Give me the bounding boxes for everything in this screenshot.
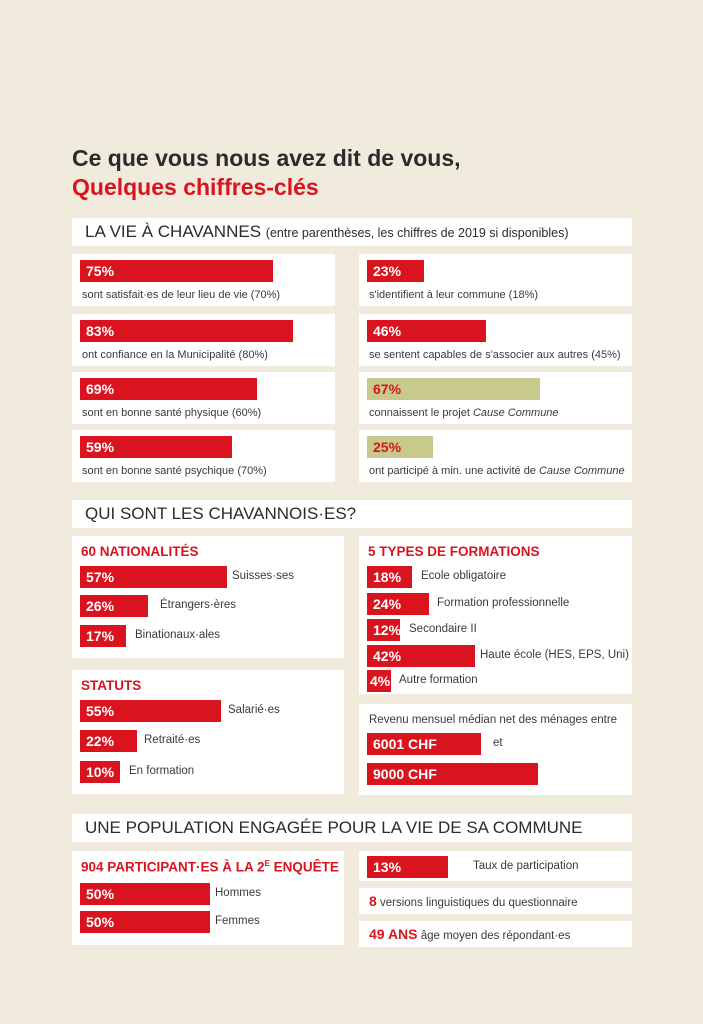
revenu-card [359,704,632,795]
stat-label: Autre formation [399,674,478,686]
participation-card [359,851,632,881]
section-subheading: (entre parenthèses, les chiffres de 2019 si disponibles) [265,226,569,240]
age-line: 49 ANS âge moyen des répondant·es [369,926,571,942]
stat-label: Étrangers·ères [160,599,237,611]
card-title: 5 TYPES DE FORMATIONS [368,544,540,559]
stat-bar: 50% [80,883,210,905]
stat-label: Formation professionnelle [437,597,570,609]
card-title: 904 PARTICIPANT·ES À LA $2^E$ ENQUÊTE [81,859,339,875]
stat-label: Hommes [215,887,262,899]
versions-line: 8 versions linguistiques du questionnaire [369,893,578,909]
stat-caption: sont en bonne santé psychique (70%) [82,465,267,477]
stat-caption: s'identifient à leur commune (18%) [369,289,539,301]
section-header-vie [72,218,632,246]
stat-card [72,372,335,424]
statuts-card [72,670,344,794]
stat-caption: ont confiance en la Municipalité (80%) [82,349,268,361]
stat-bar: 42% [367,645,475,667]
stat-caption: connaissent le projet Cause Commune [369,407,559,419]
stat-label: Femmes [215,915,260,927]
page-title: Ce que vous nous avez dit de vous, [72,145,461,171]
section-header-engagee [72,814,632,842]
stat-label: Retraité·es [144,734,201,746]
stat-bar: 24% [367,593,429,615]
stat-caption: sont en bonne santé physique (60%) [82,407,262,419]
stat-bar: 59% [80,436,232,458]
versions-card [359,888,632,914]
card-title: 60 NATIONALITÉS [81,544,199,559]
stat-card [72,254,335,306]
revenu-high: 9000 CHF [367,763,538,785]
stat-card [72,314,335,366]
stat-bar: 26% [80,595,148,617]
enquete-card [72,851,344,945]
stat-bar: 4% [367,670,391,692]
nationalites-card [72,536,344,658]
stat-label: Haute école (HES, EPS, Uni) [480,649,629,661]
stat-label: Salarié·es [228,704,280,716]
stat-bar: 67% [367,378,540,400]
stat-bar: 69% [80,378,257,400]
stat-bar: 10% [80,761,120,783]
section-heading: QUI SONT LES CHAVANNOIS·ES? [85,504,357,523]
revenu-text: Revenu mensuel médian net des ménages entre [369,714,618,726]
stat-bar: 12% [367,619,400,641]
revenu-and: et [493,737,503,749]
stat-bar: 25% [367,436,433,458]
stat-label: Suisses·ses [232,570,294,582]
stat-bar: 55% [80,700,221,722]
stat-card [359,372,632,424]
age-card [359,921,632,947]
section-heading: UNE POPULATION ENGAGÉE POUR LA VIE DE SA COMMUNE [85,818,583,837]
stat-label: Secondaire II [409,623,477,635]
stat-label: Ecole obligatoire [421,570,507,582]
stat-bar: 17% [80,625,126,647]
stat-bar: 23% [367,260,424,282]
stat-caption: sont satisfait·es de leur lieu de vie (70%) [82,289,281,301]
stat-card [359,254,632,306]
stat-bar: 75% [80,260,273,282]
page-subtitle: Quelques chiffres-clés [72,174,319,200]
stat-label: En formation [129,765,195,777]
stat-bar: 83% [80,320,293,342]
stat-caption: se sentent capables de s'associer aux autres (45%) [369,349,621,361]
revenu-low: 6001 CHF [367,733,481,755]
stat-card [359,314,632,366]
stat-label: Binationaux·ales [135,629,221,641]
section-header-qui [72,500,632,528]
stat-bar: 13% [367,856,448,878]
stat-bar: 18% [367,566,412,588]
stat-bar: 46% [367,320,486,342]
card-title: STATUTS [81,678,142,693]
stat-card [72,430,335,482]
stat-caption: ont participé à min. une activité de Cause Commune [369,465,625,477]
stat-label: Taux de participation [473,860,579,872]
stat-bar: 50% [80,911,210,933]
stat-card [359,430,632,482]
formations-card [359,536,632,694]
stat-bar: 22% [80,730,137,752]
section-heading: LA VIE À CHAVANNES [85,222,262,241]
stat-bar: 57% [80,566,227,588]
